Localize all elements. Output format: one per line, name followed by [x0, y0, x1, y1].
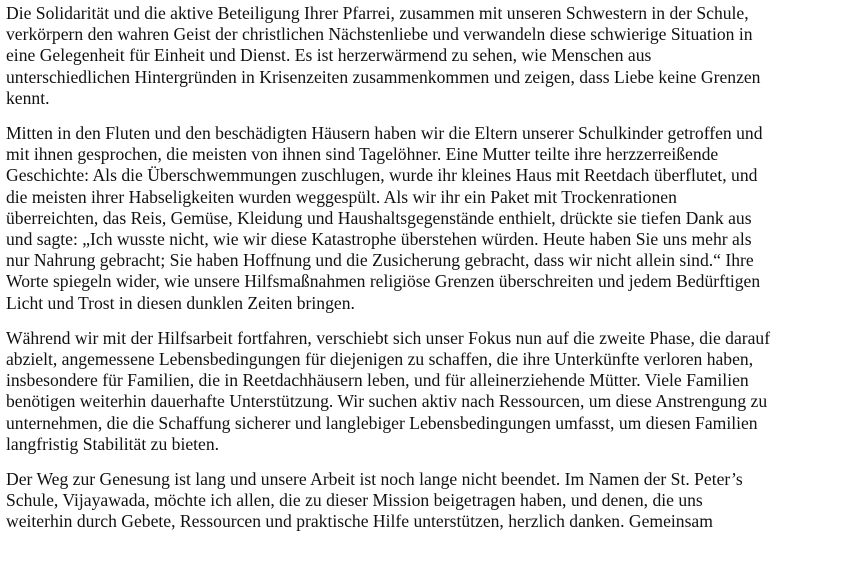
paragraph-second-phase — [6, 328, 852, 455]
text-line: Licht und Trost in diesen dunklen Zeiten bringen. — [6, 292, 355, 313]
text-line: und sagte: „Ich wusste nicht, wie wir diese Katastrophe überstehen würden. Heute haben Sie uns mehr als — [6, 229, 752, 250]
text-line: verkörpern den wahren Geist der christlichen Nächstenliebe und verwandeln diese schwierige Situation in — [6, 24, 753, 45]
text-line: benötigen weiterhin dauerhafte Unterstützung. Wir suchen aktiv nach Ressourcen, um diese Anstrengung zu — [6, 391, 768, 412]
paragraph-solidarity — [6, 3, 852, 109]
paragraph-recovery-thanks — [6, 469, 852, 533]
text-line: kennt. — [6, 87, 50, 108]
text-line: unterschiedlichen Hintergründen in Krisenzeiten zusammenkommen und zeigen, dass Liebe keine Grenzen — [6, 66, 761, 87]
text-line: eine Gelegenheit für Einheit und Dienst. Es ist herzerwärmend zu sehen, wie Menschen aus — [6, 45, 652, 66]
text-line: Schule, Vijayawada, möchte ich allen, die zu dieser Mission beigetragen haben, und denen, die uns — [6, 490, 703, 511]
document-page — [6, 3, 852, 547]
text-line: die meisten ihrer Habseligkeiten wurden weggespült. Als wir ihr ein Paket mit Trockenrationen — [6, 186, 677, 207]
text-line: weiterhin durch Gebete, Ressourcen und praktische Hilfe unterstützen, herzlich danken. Gemeinsam — [6, 511, 713, 532]
text-line: insbesondere für Familien, die in Reetdachhäusern leben, und für alleinerziehende Mütter. Viele Familien — [6, 370, 749, 391]
text-line: langfristig Stabilität zu bieten. — [6, 433, 220, 454]
text-line: unternehmen, die die Schaffung sicherer und langlebiger Lebensbedingungen umfasst, um diesen Familien — [6, 412, 758, 433]
text-line: abzielt, angemessene Lebensbedingungen für diejenigen zu schaffen, die ihre Unterkünfte verloren haben, — [6, 349, 754, 370]
text-line: Geschichte: Als die Überschwemmungen zuschlugen, wurde ihr kleines Haus mit Reetdach überflutet, und — [6, 165, 758, 186]
text-line: überreichten, das Reis, Gemüse, Kleidung und Haushaltsgegenstände enthielt, drückte sie tiefen Dank aus — [6, 207, 752, 228]
text-line: mit ihnen gesprochen, die meisten von ihnen sind Tagelöhner. Eine Mutter teilte ihre herzzerreißende — [6, 144, 719, 165]
text-line: Die Solidarität und die aktive Beteiligung Ihrer Pfarrei, zusammen mit unseren Schwestern in der Schule, — [6, 3, 749, 23]
text-line: Der Weg zur Genesung ist lang und unsere Arbeit ist noch lange nicht beendet. Im Namen der St. Peter’s — [6, 469, 743, 490]
text-line: nur Nahrung gebracht; Sie haben Hoffnung und die Zusicherung gebracht, dass wir nicht allein sind.“ Ihre — [6, 250, 754, 271]
paragraph-mother-story — [6, 123, 852, 314]
text-line: Während wir mit der Hilfsarbeit fortfahren, verschiebt sich unser Fokus nun auf die zweite Phase, die darauf — [6, 327, 771, 348]
text-line: Mitten in den Fluten und den beschädigten Häusern haben wir die Eltern unserer Schulkinder getroffen und — [6, 123, 763, 144]
text-line: Worte spiegeln wider, wie unsere Hilfsmaßnahmen religiöse Grenzen überschreiten und jedem Bedürftigen — [6, 271, 761, 292]
